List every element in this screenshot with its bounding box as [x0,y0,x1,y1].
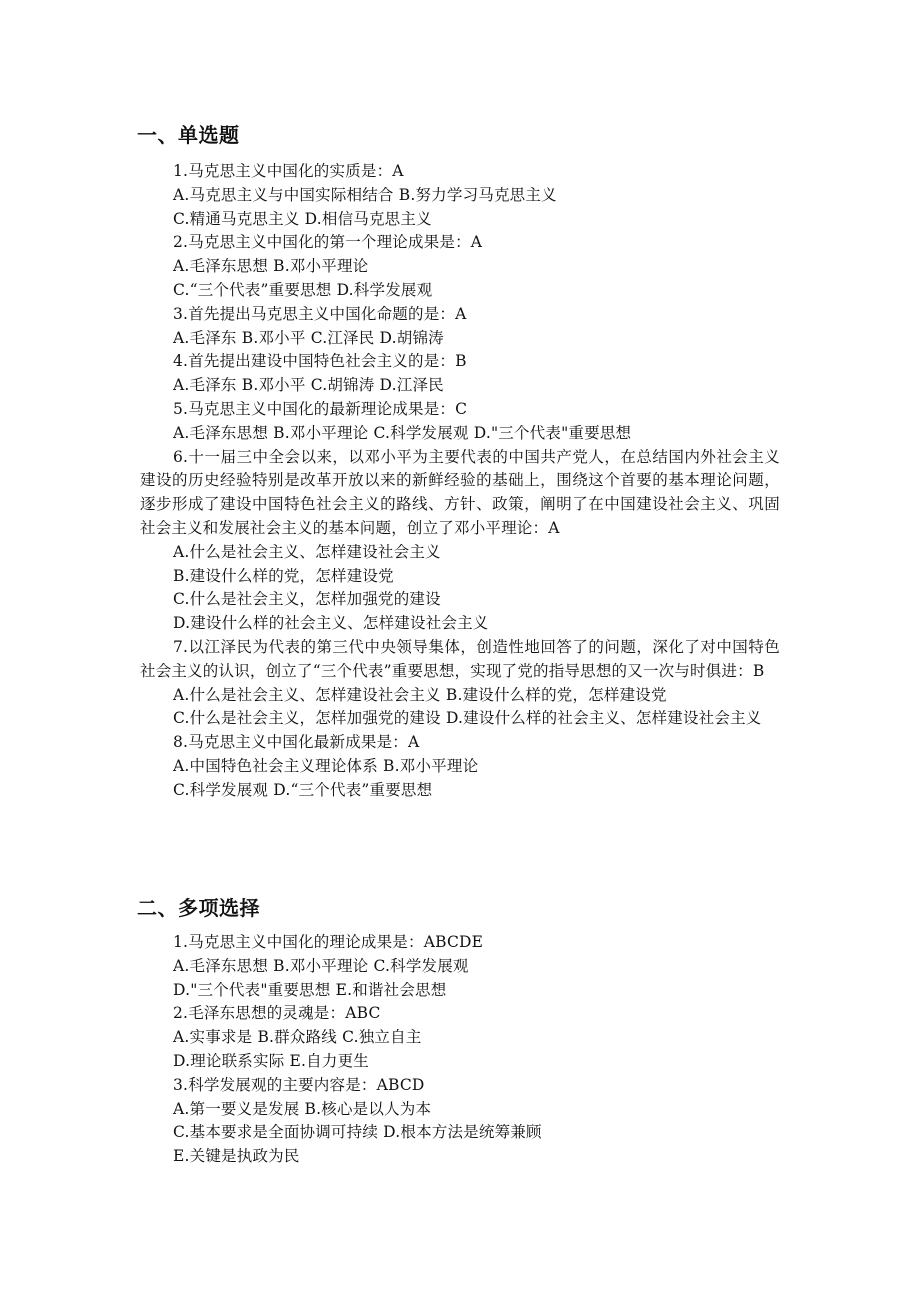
mc-question-3-option-e: E.关键是执政为民 [173,1147,300,1166]
question-3: 3.首先提出马克思主义中国化命题的是：A [173,304,467,323]
mc-question-2-options-abc: A.实事求是 B.群众路线 C.独立自主 [173,1028,422,1047]
question-1: 1.马克思主义中国化的实质是：A [173,162,404,180]
multiple-choice-section [140,931,780,1169]
question-3-options: A.毛泽东 B.邓小平 C.江泽民 D.胡锦涛 [173,328,444,347]
question-6-option-b: B.建设什么样的党，怎样建设党 [173,566,394,585]
section-title-multiple-choice: 二、多项选择 [137,896,260,920]
question-4-options: A.毛泽东 B.邓小平 C.胡锦涛 D.江泽民 [173,376,444,395]
section-title-single-choice: 一、单选题 [137,123,240,147]
question-8: 8.马克思主义中国化最新成果是：A [173,733,420,752]
question-7: 7.以江泽民为代表的第三代中央领导集体，创造性地回答了的问题，深化了对中国特色社会主义的认识，创立了“三个代表”重要思想，实现了党的指导思想的又一次与时俱进：B [140,637,780,680]
mc-question-1-options-abc: A.毛泽东思想 B.邓小平理论 C.科学发展观 [173,956,469,975]
mc-question-2-options-de: D.理论联系实际 E.自力更生 [173,1051,369,1070]
question-2: 2.马克思主义中国化的第一个理论成果是：A [173,233,483,252]
question-5-options: A.毛泽东思想 B.邓小平理论 C.科学发展观 D."三个代表"重要思想 [173,423,632,442]
question-5: 5.马克思主义中国化的最新理论成果是：C [173,399,468,418]
question-8-options-cd: C.科学发展观 D.“三个代表”重要思想 [173,780,433,799]
question-8-options-ab: A.中国特色社会主义理论体系 B.邓小平理论 [173,756,479,775]
question-1-options-cd: C.精通马克思主义 D.相信马克思主义 [173,209,432,228]
mc-question-1: 1.马克思主义中国化的理论成果是：ABCDE [173,933,484,951]
question-4: 4.首先提出建设中国特色社会主义的是：B [173,352,467,371]
single-choice-section [140,160,780,803]
question-7-options-ab: A.什么是社会主义、怎样建设社会主义 B.建设什么样的党，怎样建设党 [173,685,667,704]
question-2-options-cd: C.“三个代表”重要思想 D.科学发展观 [173,280,433,299]
mc-question-3-options-cd: C.基本要求是全面协调可持续 D.根本方法是统筹兼顾 [173,1123,542,1142]
question-7-options-cd: C.什么是社会主义，怎样加强党的建设 D.建设什么样的社会主义、怎样建设社会主义 [173,709,762,728]
question-6-option-d: D.建设什么样的社会主义、怎样建设社会主义 [173,614,489,633]
question-6-option-c: C.什么是社会主义，怎样加强党的建设 [173,590,441,609]
mc-question-3: 3.科学发展观的主要内容是：ABCD [173,1075,425,1094]
question-1-options-ab: A.马克思主义与中国实际相结合 B.努力学习马克思主义 [173,185,557,204]
mc-question-3-options-ab: A.第一要义是发展 B.核心是以人为本 [173,1099,432,1118]
question-6: 6.十一届三中全会以来，以邓小平为主要代表的中国共产党人，在总结国内外社会主义建设的历史经验特别是改革开放以来的新鲜经验的基础上，围绕这个首要的基本理论问题，逐步形成了建设中国特色社会主义的路线、方针、政策，阐明了在中国建设社会主义、巩固社会主义和发展社会主义的基本问题，创立了邓小平理论：A [140,447,780,537]
mc-question-1-options-de: D."三个代表"重要思想 E.和谐社会思想 [173,980,447,999]
question-2-options-ab: A.毛泽东思想 B.邓小平理论 [173,257,369,276]
mc-question-2: 2.毛泽东思想的灵魂是：ABC [173,1004,381,1023]
question-6-option-a: A.什么是社会主义、怎样建设社会主义 [173,542,441,561]
